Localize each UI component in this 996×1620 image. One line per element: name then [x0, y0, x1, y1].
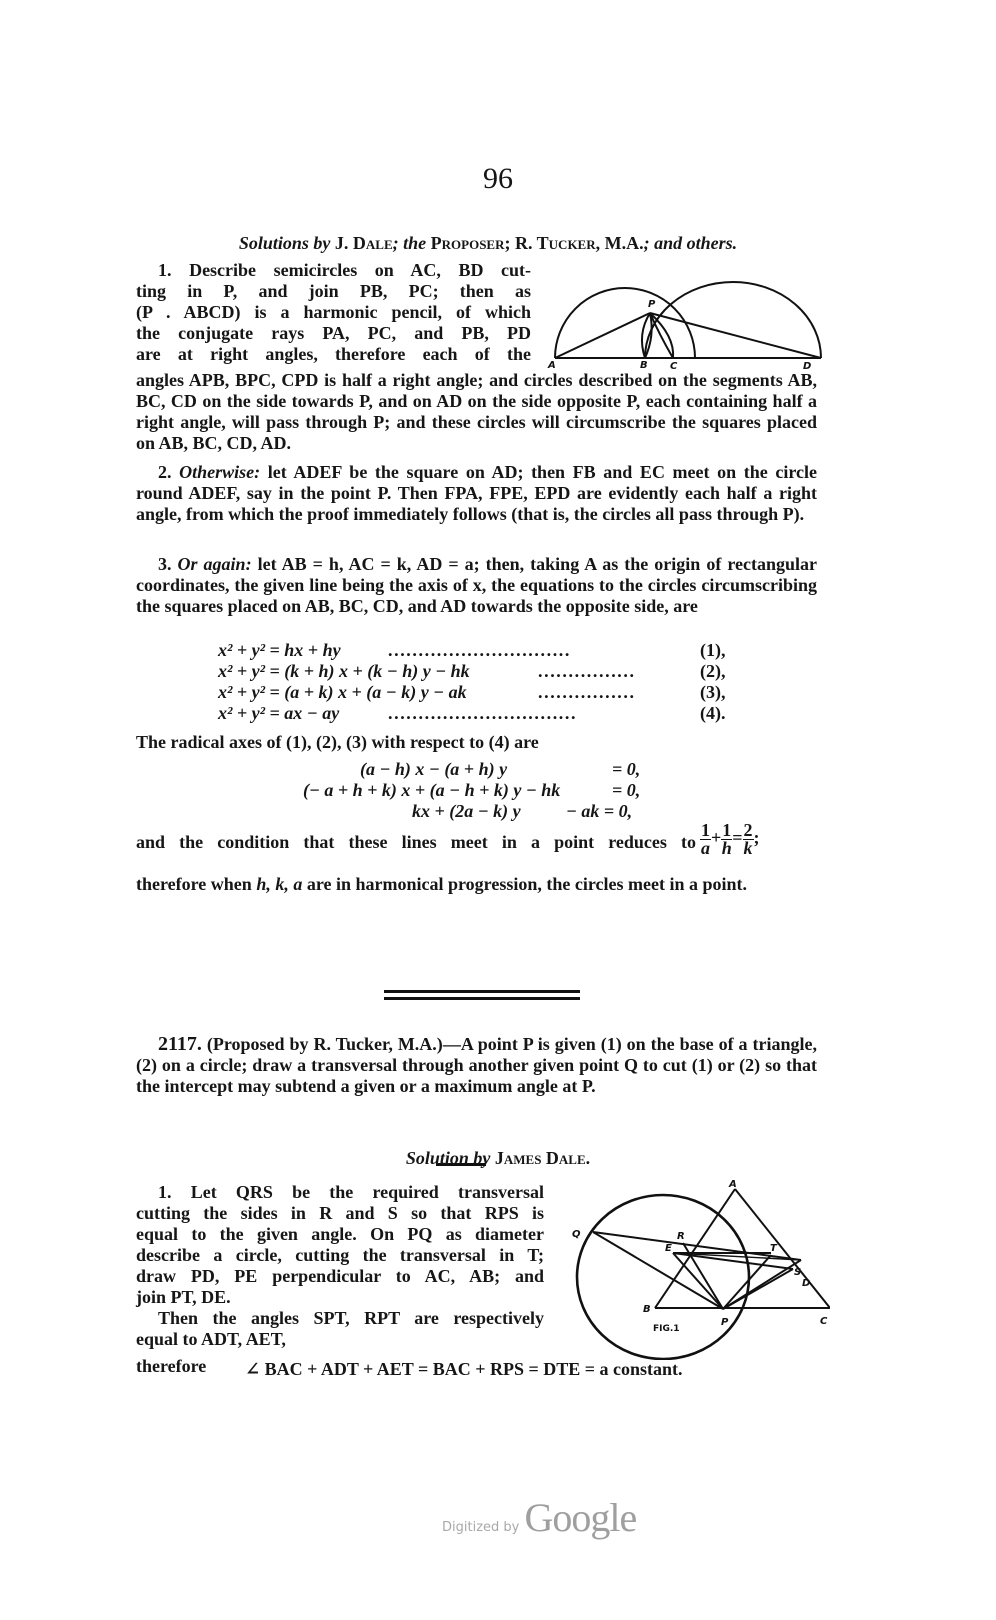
conclusion-paragraph: therefore when h, k, a are in harmonical progression, the circles meet in a point.	[136, 874, 747, 894]
section-divider-top	[384, 990, 580, 996]
solution-a-para1-continued: angles APB, BPC, CPD is half a right angle; and circles described on the segments AB, BC, CD on the side towards P, and on AD on the side opposite P, each containing half a right angle, will pass through P; and these circles will circumscribe the squares placed on AB, BC, CD, AD.	[136, 370, 817, 453]
google-logo: Google	[524, 1495, 637, 1540]
credit-sep1: ; the	[392, 233, 427, 253]
radical-axis-3-rhs: − ak = 0,	[566, 801, 633, 821]
equation-tag-2: (2),	[700, 661, 726, 681]
text-line: Then the angles SPT, RPT are respectively	[158, 1308, 544, 1328]
solution-a-para3	[136, 554, 817, 617]
label-p: P	[648, 299, 656, 310]
para3-or-again: Or again:	[177, 554, 252, 574]
credit-name-dale: J. Dale	[334, 233, 393, 253]
leader-dots: ................	[538, 661, 636, 681]
label-t: T	[770, 1243, 777, 1254]
para2-lead: 2.	[158, 462, 172, 482]
text-line: are at right angles, therefore each of the	[136, 344, 531, 364]
para3-text: let AB = h, AC = k, AD = a; then, taking A as the origin of rectangular coordinates, the given line being the axis of x, the equations to the circles circumscribing the squares placed on AB, BC, CD, and AD towards the opposite side, are	[136, 554, 818, 616]
fraction-1-over-a: $\frac{1}{a}$	[701, 820, 710, 858]
solution-b-author: James Dale.	[494, 1148, 591, 1168]
label-q: Q	[572, 1229, 581, 1240]
label-a: A	[729, 1179, 737, 1190]
equation-2: x² + y² = (k + h) x + (k − h) y − hk	[218, 661, 470, 681]
text-line: 1. Let QRS be the required transversal	[158, 1182, 544, 1202]
problem-number: 2117.	[158, 1033, 202, 1055]
ray-pd	[650, 313, 821, 358]
label-c: C	[670, 361, 678, 372]
label-b: B	[640, 360, 648, 371]
equation-1: x² + y² = hx + hy	[218, 640, 341, 660]
label-s: S	[794, 1267, 802, 1278]
text-line: ting in P, and join PB, PC; then as	[136, 281, 531, 301]
text-line: describe a circle, cutting the transversal in T;	[136, 1245, 544, 1265]
credit-prefix: Solutions by	[238, 233, 331, 253]
equation-tag-1: (1),	[700, 640, 726, 660]
problem-statement: —A point P is given (1) on the base of a triangle, (2) on a circle; draw a transversal through another given point Q to cut (1) or (2) so that the intercept may subtend a given or a maximum angle at P.	[136, 1034, 818, 1096]
figure-1-triangle-circle	[565, 1175, 830, 1360]
watermark-prefix: Digitized by	[442, 1520, 520, 1535]
equation-tag-4: (4).	[700, 703, 726, 723]
leader-dots: ...............................	[388, 703, 578, 723]
problem-2117	[136, 1034, 817, 1097]
line-qp	[593, 1232, 723, 1309]
radical-axis-3: kx + (2a − k) y	[412, 801, 521, 821]
text-line: (P . ABCD) is a harmonic pencil, of which	[136, 302, 531, 322]
para2-otherwise: Otherwise:	[179, 462, 261, 482]
label-e: E	[665, 1243, 672, 1254]
equation-3: x² + y² = (a + k) x + (a − k) y − ak	[218, 682, 467, 702]
circle-pq	[577, 1195, 749, 1359]
text-line: draw PD, PE perpendicular to AC, AB; and	[136, 1266, 544, 1286]
solution-a-para2	[136, 462, 817, 525]
section-divider-bottom	[384, 997, 580, 1002]
para2-text: let ADEF be the square on AD; then FB and EC meet on the circle round ADEF, say in the point P. Then FPA, FPE, EPD are evidently each half a right angle, from which the proof immediately follows (that is, the circles all pass through P).	[136, 462, 818, 524]
therefore-formula: ∠ BAC + ADT + AET = BAC + RPS = DTE = a constant.	[245, 1359, 683, 1379]
arc-pc	[650, 313, 673, 358]
text-line: equal to the given angle. On PQ as diameter	[136, 1224, 544, 1244]
condition-formula: $\frac{1}{a}$ + $\frac{1}{h}$ = $\frac{2}{k}$ ;	[701, 820, 760, 858]
radical-axis-2: (− a + h + k) x + (a − h + k) y − hk	[303, 780, 561, 800]
fraction-1-over-h: $\frac{1}{h}$	[721, 820, 732, 858]
radical-axis-2-rhs: = 0,	[612, 780, 641, 800]
text-line: cutting the sides in R and S so that RPS is	[136, 1203, 544, 1223]
label-c: C	[820, 1316, 828, 1327]
radical-axis-1-rhs: = 0,	[612, 759, 641, 779]
problem-proposer: (Proposed by R. Tucker, M.A.)	[206, 1034, 443, 1054]
credit-name-tucker: R. Tucker, M.A.	[514, 233, 644, 253]
credit-name-proposer: Proposer	[430, 233, 505, 253]
label-a: A	[548, 360, 556, 371]
digitized-watermark	[442, 1494, 636, 1541]
credit-sep2: ;	[504, 233, 511, 253]
label-p: P	[721, 1317, 729, 1328]
radical-axes-intro: The radical axes of (1), (2), (3) with respect to (4) are	[136, 732, 539, 752]
text-line: equal to ADT, AET,	[136, 1329, 286, 1349]
text-line: 1. Describe semicircles on AC, BD cut-	[158, 260, 531, 280]
conclusion-vars: h, k, a	[256, 874, 303, 894]
figure-semicircles	[545, 272, 825, 372]
leader-dots: ..............................	[388, 640, 571, 660]
side-ac	[735, 1189, 830, 1308]
condition-line	[136, 832, 696, 853]
equation-tag-3: (3),	[700, 682, 726, 702]
para3-lead: 3.	[158, 554, 172, 574]
label-d: D	[803, 361, 812, 372]
solutions-credit-line	[138, 233, 838, 254]
fraction-2-over-k: $\frac{2}{k}$	[743, 820, 753, 858]
label-r: R	[677, 1231, 685, 1242]
label-d: D	[802, 1278, 811, 1289]
radical-axis-1: (a − h) x − (a + h) y	[360, 759, 508, 779]
credit-suffix: ; and others.	[643, 233, 738, 253]
label-b: B	[643, 1304, 651, 1315]
solution-b-heading: Solution by James Dale.	[405, 1148, 591, 1168]
page-number: 96	[483, 162, 513, 195]
text-line: the conjugate rays PA, PC, and PB, PD	[136, 323, 531, 343]
condition-text: and the condition that these lines meet in a point reduces to	[136, 832, 696, 852]
figure-caption: FIG.1	[653, 1324, 680, 1334]
therefore-label: therefore	[136, 1356, 207, 1376]
equation-4: x² + y² = ax − ay	[218, 703, 340, 723]
ray-pa	[555, 313, 650, 358]
leader-dots: ................	[538, 682, 636, 702]
text-line: join PT, DE.	[136, 1287, 231, 1307]
